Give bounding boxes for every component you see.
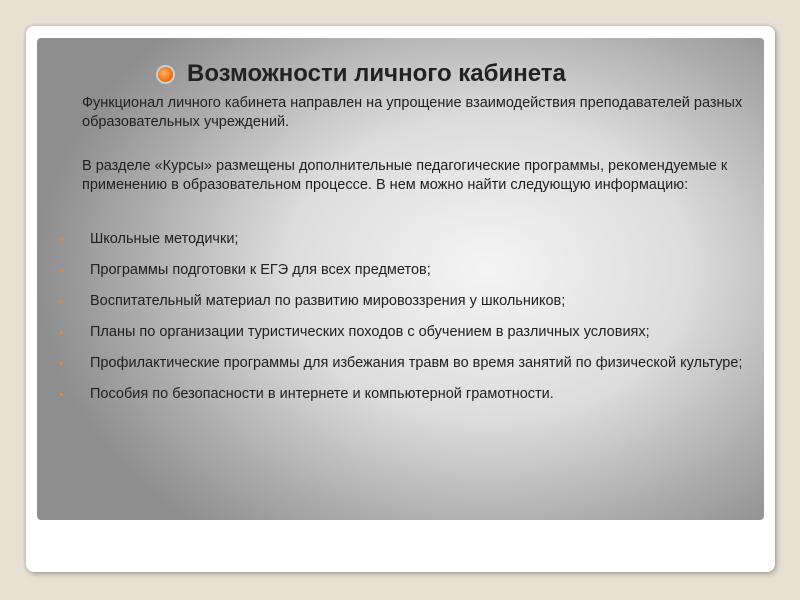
list-item [56,323,766,342]
bullet-dot-icon [60,300,63,303]
list-item [56,354,766,373]
list-item-text: Планы по организации туристических походов с обучением в различных условиях; [90,324,650,340]
bullet-dot-icon [60,238,63,241]
bullet-dot-icon [60,269,63,272]
bullet-dot-icon [60,331,63,334]
slide-title-row [158,56,566,92]
list-item [56,292,766,311]
list-item [56,230,766,249]
intro-paragraph: Функционал личного кабинета направлен на упрощение взаимодействия преподавателей разных образовательных учреждений. [82,95,743,130]
list-item-text: Профилактические программы для избежания травм во время занятий по физической культуре; [90,355,743,371]
slide-title: Возможности личного кабинета [187,60,566,87]
bullet-dot-icon [60,393,63,396]
bullet-list [56,230,766,416]
list-item-text: Пособия по безопасности в интернете и компьютерной грамотности. [90,386,554,402]
list-item [56,261,766,280]
courses-paragraph: В разделе «Курсы» размещены дополнительные педагогические программы, рекомендуемые к применению в образовательном процессе. В нем можно найти следующую информацию: [82,158,728,193]
orange-circle-bullet-icon [158,67,173,82]
list-item-text: Воспитательный материал по развитию мировоззрения у школьников; [90,293,566,309]
list-item-text: Школьные методички; [90,231,239,247]
list-item [56,385,766,404]
list-item-text: Программы подготовки к ЕГЭ для всех предметов; [90,262,431,278]
bullet-dot-icon [60,362,63,365]
